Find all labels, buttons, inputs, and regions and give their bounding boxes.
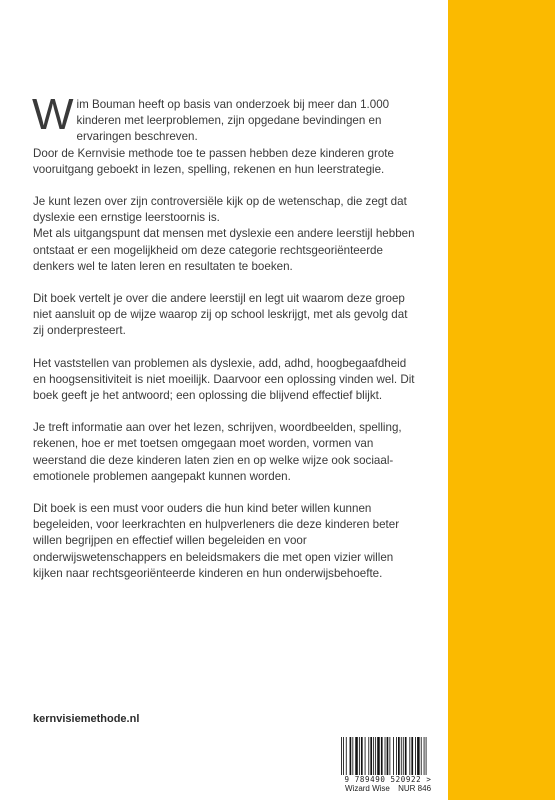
barcode-bar — [421, 737, 422, 775]
website-url: kernvisiemethode.nl — [33, 713, 140, 725]
back-cover-text — [32, 90, 419, 598]
barcode-bar — [396, 737, 397, 775]
paragraph-5: Het vaststellen van problemen als dyslexie, add, adhd, hoogbegaafdheid en hoogsensitiviteit is niet moeilijk. Daarvoor een oplossing vinden wel. Dit boek geeft je het antwoord; een oplossing die blijvend effectief blijkt. — [33, 356, 415, 403]
barcode-bar — [403, 737, 404, 775]
paragraph-1: Door de Kernvisie methode toe te passen hebben deze kinderen grote vooruitgang geboekt in lezen, spelling, rekenen en hun leerstrategie. — [33, 146, 394, 176]
barcode-bar — [426, 737, 427, 775]
barcode-caption — [333, 784, 443, 793]
isbn-digits: 9 789490 520922 > — [344, 775, 432, 784]
barcode-bar — [346, 737, 347, 775]
paragraph-4: Dit boek vertelt je over die andere leerstijl en legt uit waarom deze groep niet aansluit op de wijze waarop zij op school leskrijgt, met als gevolg dat zij onderpresteert. — [33, 292, 408, 338]
paragraph-2: Je kunt lezen over zijn controversiële kijk op de wetenschap, die zegt dat dyslexie een ernstige leerstoornis is. — [33, 195, 407, 225]
barcode-bar — [398, 737, 400, 775]
barcode-bar — [373, 737, 374, 775]
barcode-bar — [405, 737, 407, 775]
barcode-bar — [355, 737, 358, 775]
barcode-bar — [375, 737, 376, 775]
barcode-bar — [415, 737, 416, 775]
intro-paragraph — [32, 90, 419, 146]
barcode-bar — [341, 737, 342, 775]
barcode-bar — [352, 737, 353, 775]
barcode-bar — [411, 737, 413, 775]
barcode-bar — [359, 737, 360, 775]
barcode-bar — [385, 737, 386, 775]
paragraph-3: Met als uitgangspunt dat mensen met dyslexie een andere leerstijl hebben ontstaat er een mogelijkheid om deze categorie rechtsgeoriënteerde denkers wel te laten leren en resultaten te boeken. — [33, 227, 415, 273]
barcode-bar — [368, 737, 369, 775]
barcode-bar — [401, 737, 402, 775]
barcode-bar — [350, 737, 352, 775]
barcode-bar — [387, 737, 389, 775]
paragraph-6: Je treft informatie aan over het lezen, schrijven, woordbeelden, spelling, rekenen, hoe er met toetsen omgegaan moet worden, vormen van weerstand die deze kinderen laten zien en op welke wijze ook sociaal-emotionele problemen aangepakt kunnen worden. — [33, 421, 402, 483]
book-spine — [448, 0, 555, 800]
nur-code: NUR 846 — [398, 784, 432, 793]
barcode-bar — [409, 737, 410, 775]
publisher-name: Wizard Wise — [344, 784, 390, 793]
barcode-bar — [417, 737, 420, 775]
intro-text: im Bouman heeft op basis van onderzoek bij meer dan 1.000 kinderen met leerproblemen, zijn opgedane bevindingen en ervaringen beschreven. — [76, 98, 390, 144]
barcode-bar — [361, 737, 363, 775]
barcode-bar — [381, 737, 383, 775]
barcode-bar — [424, 737, 425, 775]
barcode-bar — [365, 737, 366, 775]
paragraph-7: Dit boek is een must voor ouders die hun kind beter willen kunnen begeleiden, voor leerkrachten en hulpverleners die deze kinderen beter willen begrijpen en effectief willen begeleiden en voor onderwijswetenschappers en beleidsmakers die met open vizier willen kijken naar rechtsgeoriënteerde kinderen en hun onderwijsbehoefte. — [33, 502, 400, 580]
barcode-box — [333, 733, 443, 793]
barcode-bar — [370, 737, 372, 775]
drop-cap: W — [32, 90, 74, 139]
isbn-barcode — [339, 737, 439, 775]
barcode-bar — [389, 737, 390, 775]
barcode-bar — [377, 737, 380, 775]
barcode-bar — [343, 737, 344, 775]
barcode-bar — [393, 737, 394, 775]
